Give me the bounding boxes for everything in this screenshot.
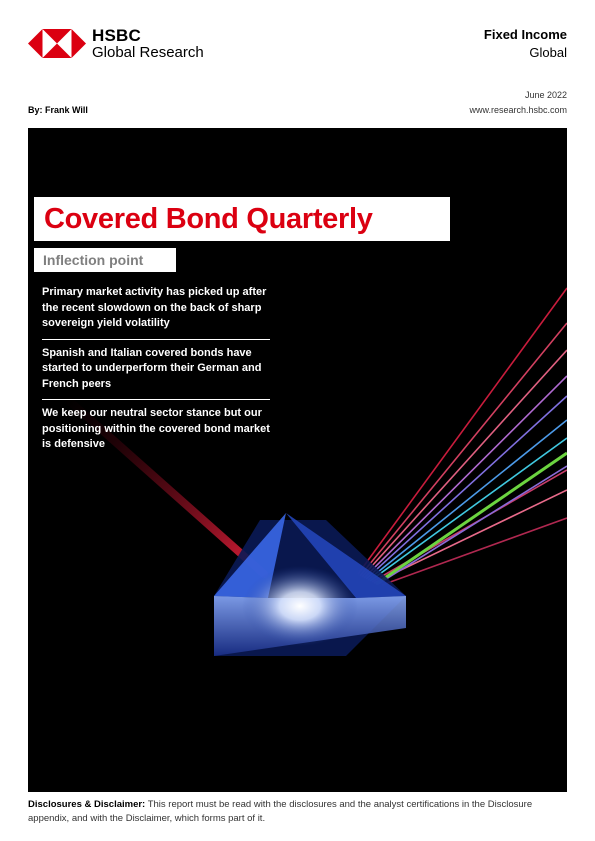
report-title: Covered Bond Quarterly bbox=[34, 197, 450, 241]
key-point: Primary market activity has picked up after the recent slowdown on the back of sharp sovereign yield volatility bbox=[42, 286, 267, 329]
disclaimer-label: Disclosures & Disclaimer: bbox=[28, 799, 146, 810]
disclaimer-text: This report must be read with the disclosures and the analyst certifications in the Disclosure appendix, and with the Disclaimer, which forms part of it. bbox=[28, 799, 533, 824]
cover-hero bbox=[28, 128, 567, 792]
disclaimer bbox=[28, 798, 568, 826]
hsbc-hexagon-icon bbox=[28, 29, 86, 58]
report-category bbox=[484, 27, 567, 60]
author-line: By: Frank Will bbox=[28, 105, 88, 115]
key-points bbox=[42, 283, 270, 460]
section-title: Fixed Income bbox=[483, 27, 567, 42]
publication-date: June 2022 bbox=[524, 90, 567, 100]
brand-subtitle: Global Research bbox=[92, 44, 204, 61]
brand-name: HSBC bbox=[92, 26, 141, 45]
website-link[interactable]: www.research.hsbc.com bbox=[469, 105, 567, 115]
region-label: Global bbox=[529, 45, 567, 60]
report-subtitle: Inflection point bbox=[34, 248, 176, 272]
key-point: We keep our neutral sector stance but our positioning within the covered bond market is defensive bbox=[42, 399, 270, 460]
key-point: Spanish and Italian covered bonds have started to underperform their German and French peers bbox=[42, 339, 270, 400]
hsbc-logo[interactable] bbox=[28, 27, 204, 60]
